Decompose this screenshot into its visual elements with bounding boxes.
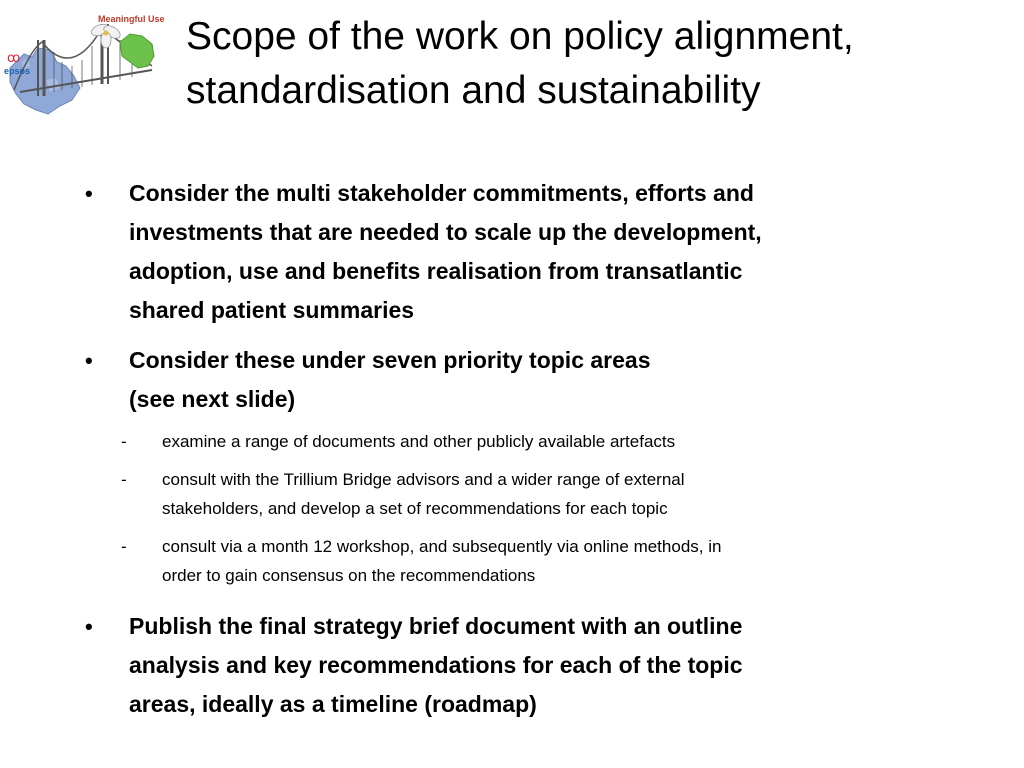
sub-bullet-text-line: examine a range of documents and other publicly available artefacts (162, 432, 676, 451)
sub-bullet-marker: - (121, 432, 127, 451)
bullet-item (85, 607, 949, 724)
bullet-text-line: adoption, use and benefits realisation from transatlantic (129, 258, 743, 284)
bullet-text-line: Publish the final strategy brief document with an outline (129, 613, 743, 639)
sub-bullet-item (121, 427, 942, 456)
slide-body (0, 174, 1024, 724)
bullet-text-line: (see next slide) (129, 386, 296, 412)
trillium-flower-icon (90, 22, 122, 48)
slide-title-line: standardisation and sustainability (186, 69, 761, 112)
bullet-text-line: analysis and key recommendations for each of the topic (129, 652, 743, 678)
bullet-text-line: Consider the multi stakeholder commitments, efforts and (129, 180, 754, 206)
svg-text:ꝏ: ꝏ (7, 51, 21, 66)
bridge-map-logo-graphic (2, 10, 165, 118)
meaningful-use-badge: Meaningful Use (98, 14, 165, 24)
north-america-map-shape (120, 34, 154, 68)
bullet-marker: • (85, 348, 93, 373)
svg-text:epsos: epsos (4, 66, 31, 76)
bullet-text-line: Consider these under seven priority topic areas (129, 347, 651, 373)
bullet-text-line: shared patient summaries (129, 297, 415, 323)
bullet-text-line: areas, ideally as a timeline (roadmap) (129, 691, 537, 717)
sub-bullet-text-line: order to gain consensus on the recommendations (162, 566, 536, 585)
sub-bullet-item (121, 532, 942, 590)
bullet-item (85, 341, 949, 419)
sub-bullet-text-line: consult with the Trillium Bridge advisors and a wider range of external (162, 470, 685, 489)
sub-bullet-text-line: consult via a month 12 workshop, and subsequently via online methods, in (162, 537, 722, 556)
sub-bullet-marker: - (121, 537, 127, 556)
bullet-item (85, 174, 949, 330)
trillium-bridge-logo (2, 10, 165, 118)
sub-bullet-marker: - (121, 470, 127, 489)
bullet-marker: • (85, 614, 93, 639)
sub-bullet-list (0, 427, 1024, 590)
slide-title (186, 10, 1016, 118)
slide-title-line: Scope of the work on policy alignment, (186, 15, 854, 58)
bullet-text-line: investments that are needed to scale up the development, (129, 219, 762, 245)
sub-bullet-text-line: stakeholders, and develop a set of recommendations for each topic (162, 499, 668, 518)
sub-bullet-item (121, 465, 942, 523)
bullet-marker: • (85, 181, 93, 206)
